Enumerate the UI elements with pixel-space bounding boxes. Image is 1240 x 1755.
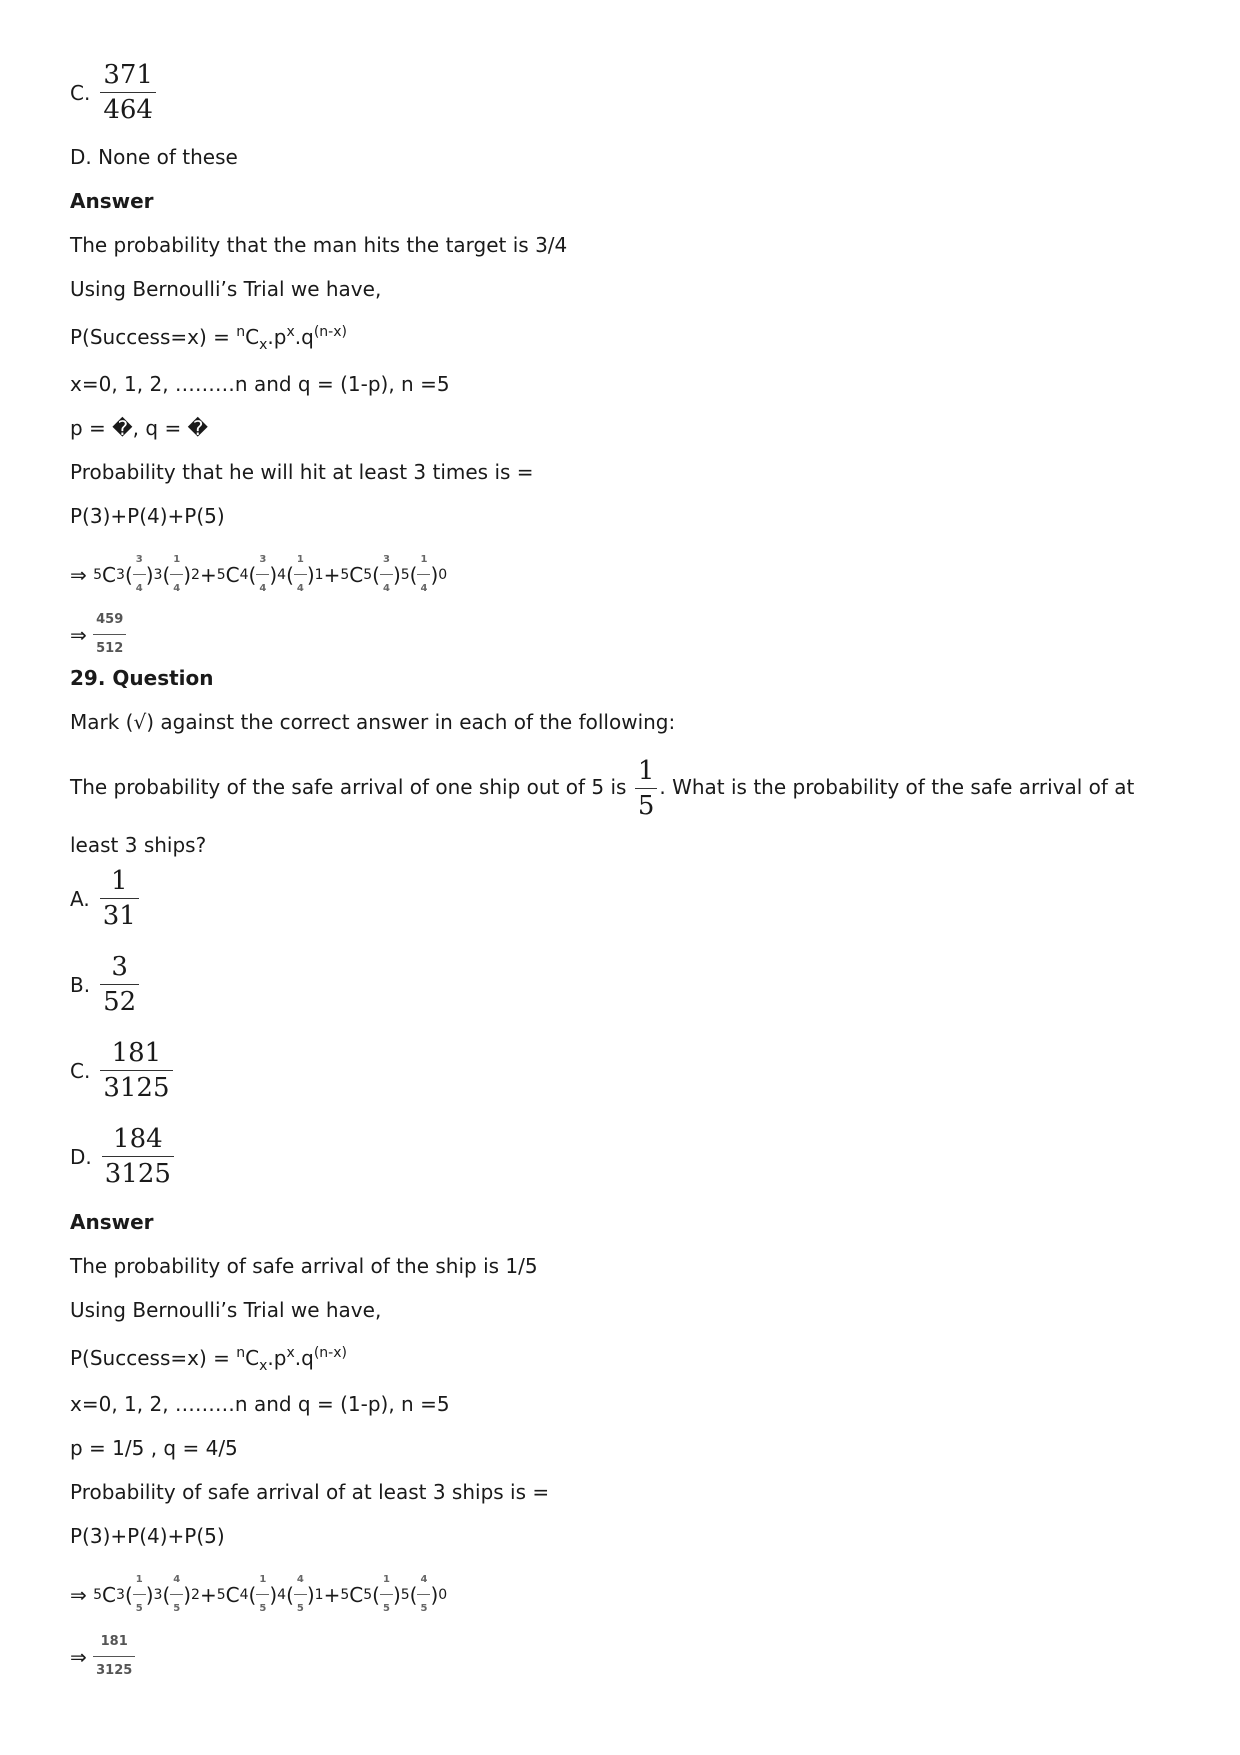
bernoulli-formula: P(Success=x) = $^nC_x.p^x.q^{(n-x)}$ — [70, 324, 347, 353]
result-fraction: $\frac{459}{512}$ — [93, 608, 126, 661]
answer-line: The probability that the man hits the target is 3/4 — [70, 233, 568, 257]
result-line: ⇒ $\frac{459}{512}$ — [70, 608, 126, 661]
question-fraction: $\frac{1}{5}$ — [635, 756, 658, 821]
option-d: D. None of these — [70, 145, 238, 169]
expansion-expression: ⇒ 5 C 3 ( $\frac{3}{4}$ ) 3 ( $\frac{1}{4}$ ) 2 + 5 C 4 ( $\frac{3}{4}$ ) 4 ( $\frac{1}{4}$ ) 1 + 5 C 5 ( $\frac{3}{4}$ ) 5 ( $\frac{1}{4}$ ) 0 — [70, 548, 447, 601]
result-fraction: $\frac{181}{3125}$ — [93, 1630, 135, 1683]
answer-line: Probability that he will hit at least 3 times is = — [70, 460, 534, 484]
option-a-row: A. $\frac{1}{31}$ — [70, 866, 139, 931]
answer-line: P(3)+P(4)+P(5) — [70, 504, 225, 528]
answer-line: p = 1/5 , q = 4/5 — [70, 1436, 238, 1460]
option-d-row: D. $\frac{184}{3125}$ — [70, 1124, 174, 1189]
answer-heading: Answer — [70, 1210, 154, 1234]
option-b-row: B. $\frac{3}{52}$ — [70, 952, 139, 1017]
answer-line: Using Bernoulli’s Trial we have, — [70, 277, 382, 301]
expansion-expression: ⇒ 5 C 3 ( $\frac{1}{5}$ ) 3 ( $\frac{4}{5}$ ) 2 + 5 C 4 ( $\frac{1}{5}$ ) 4 ( $\frac{4}{5}$ ) 1 + 5 C 5 ( $\frac{1}{5}$ ) 5 ( $\frac{4}{5}$ ) 0 — [70, 1568, 447, 1621]
question-heading: 29. Question — [70, 666, 214, 690]
question-text: The probability of the safe arrival of one ship out of 5 is $\frac{1}{5}$ . What is the probability of the safe arrival of at least 3 ships? — [70, 756, 1135, 857]
answer-line: x=0, 1, 2, ………n and q = (1-p), n =5 — [70, 372, 450, 396]
question-instruction: Mark (√) against the correct answer in each of the following: — [70, 710, 676, 734]
bernoulli-formula: P(Success=x) = $^nC_x.p^x.q^{(n-x)}$ — [70, 1345, 347, 1374]
fraction-denominator: 464 — [100, 92, 156, 125]
answer-heading: Answer — [70, 189, 154, 213]
answer-line: x=0, 1, 2, ………n and q = (1-p), n =5 — [70, 1392, 450, 1416]
answer-line: p = �, q = � — [70, 416, 209, 440]
fraction-numerator: 371 — [103, 60, 153, 90]
answer-line: Using Bernoulli’s Trial we have, — [70, 1298, 382, 1322]
answer-line: Probability of safe arrival of at least 3 ships is = — [70, 1480, 550, 1504]
answer-line: The probability of safe arrival of the ship is 1/5 — [70, 1254, 538, 1278]
answer-line: P(3)+P(4)+P(5) — [70, 1524, 225, 1548]
result-line: ⇒ $\frac{181}{3125}$ — [70, 1630, 135, 1683]
option-label: C. — [70, 80, 91, 105]
option-c-row — [70, 60, 156, 125]
option-fraction — [100, 60, 156, 125]
option-c-row: C. $\frac{181}{3125}$ — [70, 1038, 173, 1103]
